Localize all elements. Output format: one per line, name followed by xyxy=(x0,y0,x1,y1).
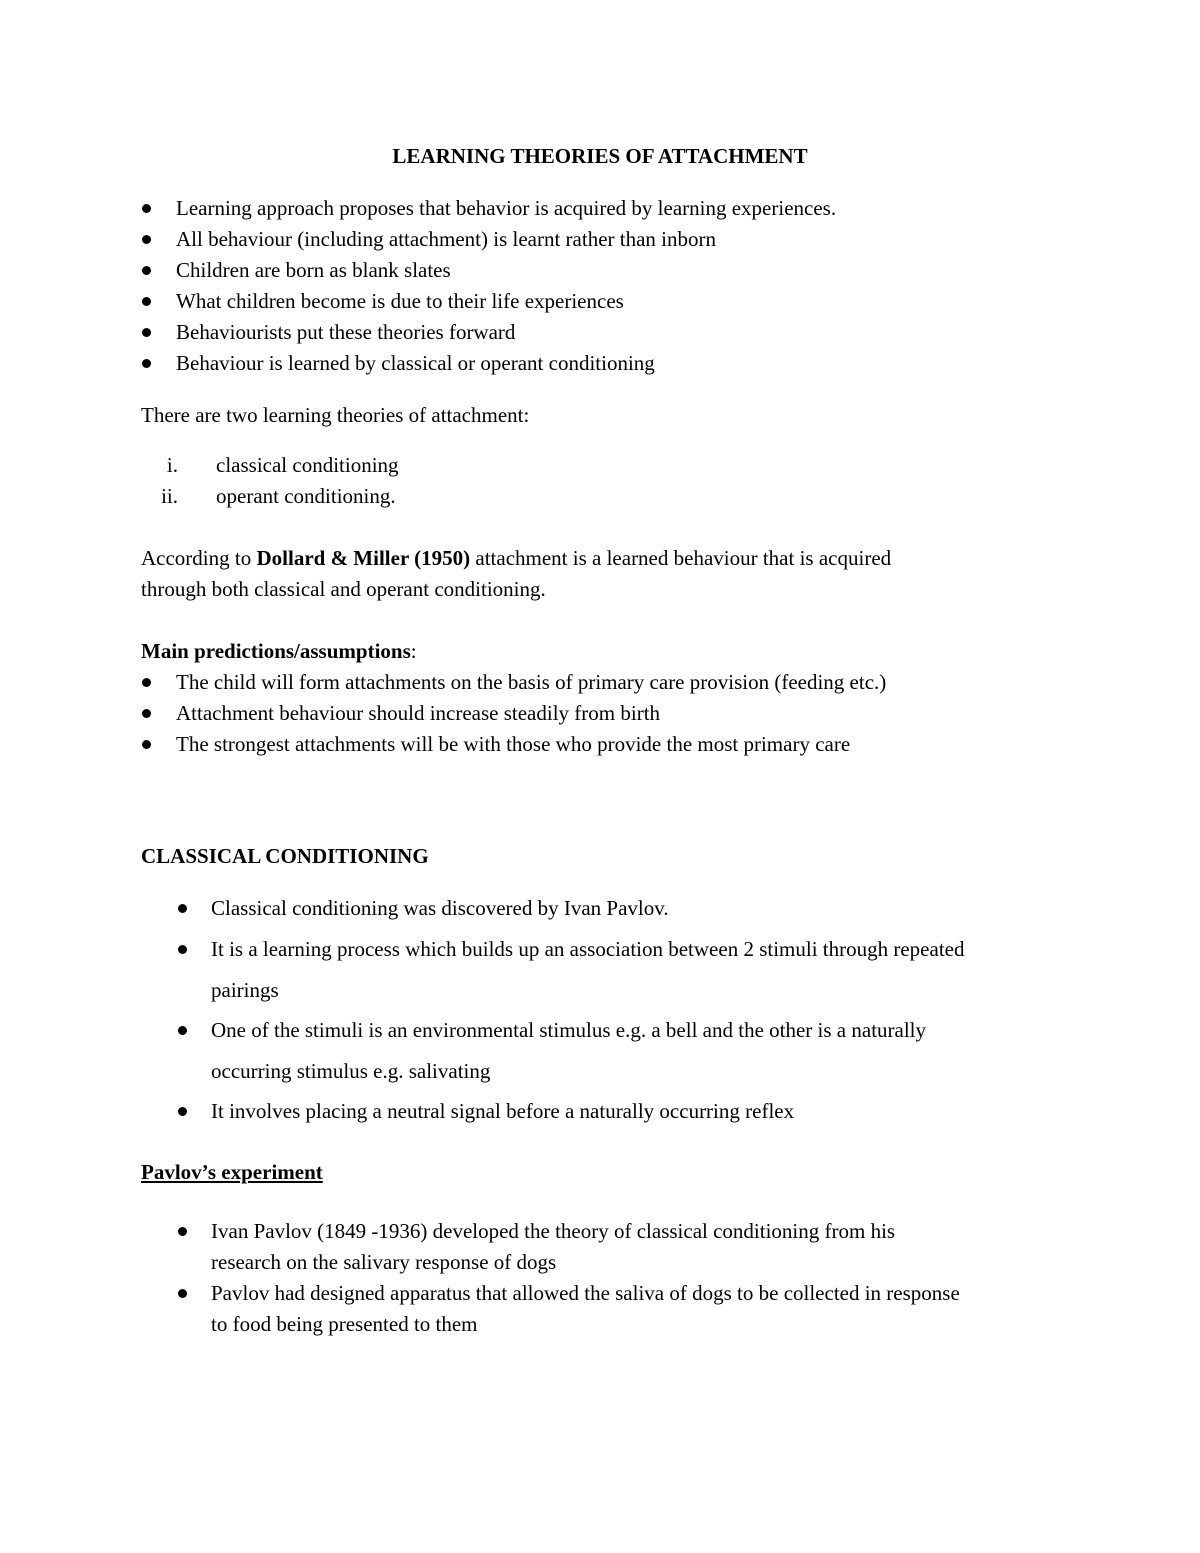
bullet-icon xyxy=(178,1227,187,1236)
list-item-continued: to food being presented to them xyxy=(211,1312,478,1336)
bullet-icon xyxy=(142,709,151,718)
list-item: Behaviourists put these theories forward xyxy=(176,320,516,344)
paragraph-dollard-line1 xyxy=(141,545,891,571)
list-item-continued: occurring stimulus e.g. salivating xyxy=(211,1059,491,1083)
bullet-icon xyxy=(142,266,151,275)
list-item: It involves placing a neutral signal before a naturally occurring reflex xyxy=(211,1099,795,1123)
list-number: ii. xyxy=(161,484,178,508)
bullet-icon xyxy=(178,1289,187,1298)
list-number: i. xyxy=(166,453,178,477)
bullet-icon xyxy=(142,740,151,749)
bullet-icon xyxy=(142,678,151,687)
bullet-icon xyxy=(142,328,151,337)
list-item: Attachment behaviour should increase steadily from birth xyxy=(176,701,661,725)
list-item: Behaviour is learned by classical or operant conditioning xyxy=(176,351,655,375)
list-item: The child will form attachments on the basis of primary care provision (feeding etc.) xyxy=(176,670,887,694)
list-item: It is a learning process which builds up an association between 2 stimuli through repeated xyxy=(211,937,965,961)
paragraph-two-theories: There are two learning theories of attachment: xyxy=(141,403,530,427)
list-item: One of the stimuli is an environmental stimulus e.g. a bell and the other is a naturally xyxy=(211,1018,927,1042)
list-item-continued: research on the salivary response of dogs xyxy=(211,1250,557,1274)
list-item: What children become is due to their life experiences xyxy=(176,289,624,313)
list-item: Ivan Pavlov (1849 -1936) developed the theory of classical conditioning from his xyxy=(211,1219,896,1243)
list-item: classical conditioning xyxy=(216,453,399,477)
section-heading-pavlov: Pavlov’s experiment xyxy=(141,1160,323,1184)
list-item: All behaviour (including attachment) is learnt rather than inborn xyxy=(176,227,716,251)
bullet-icon xyxy=(142,297,151,306)
bullet-icon xyxy=(178,945,187,954)
predictions-heading xyxy=(141,638,417,664)
list-item: operant conditioning. xyxy=(216,484,396,508)
text-run: attachment is a learned behaviour that is acquired xyxy=(470,546,892,570)
list-item-continued: pairings xyxy=(211,978,279,1002)
list-item: Pavlov had designed apparatus that allowed the saliva of dogs to be collected in response xyxy=(211,1281,960,1305)
bullet-icon xyxy=(178,1026,187,1035)
section-heading-classical: CLASSICAL CONDITIONING xyxy=(141,844,429,868)
heading-text: Main predictions/assumptions xyxy=(141,639,411,663)
list-item: Learning approach proposes that behavior is acquired by learning experiences. xyxy=(176,196,837,220)
bullet-icon xyxy=(142,235,151,244)
bullet-icon xyxy=(142,359,151,368)
citation: Dollard & Miller (1950) xyxy=(256,546,471,570)
list-item: The strongest attachments will be with those who provide the most primary care xyxy=(176,732,851,756)
bullet-icon xyxy=(178,904,187,913)
bullet-icon xyxy=(178,1107,187,1116)
paragraph-dollard-line2: through both classical and operant conditioning. xyxy=(141,577,546,601)
page-title: LEARNING THEORIES OF ATTACHMENT xyxy=(392,144,808,168)
colon: : xyxy=(410,639,417,663)
list-item: Classical conditioning was discovered by Ivan Pavlov. xyxy=(211,896,669,920)
list-item: Children are born as blank slates xyxy=(176,258,451,282)
text-run: According to xyxy=(141,546,257,570)
bullet-icon xyxy=(142,204,151,213)
